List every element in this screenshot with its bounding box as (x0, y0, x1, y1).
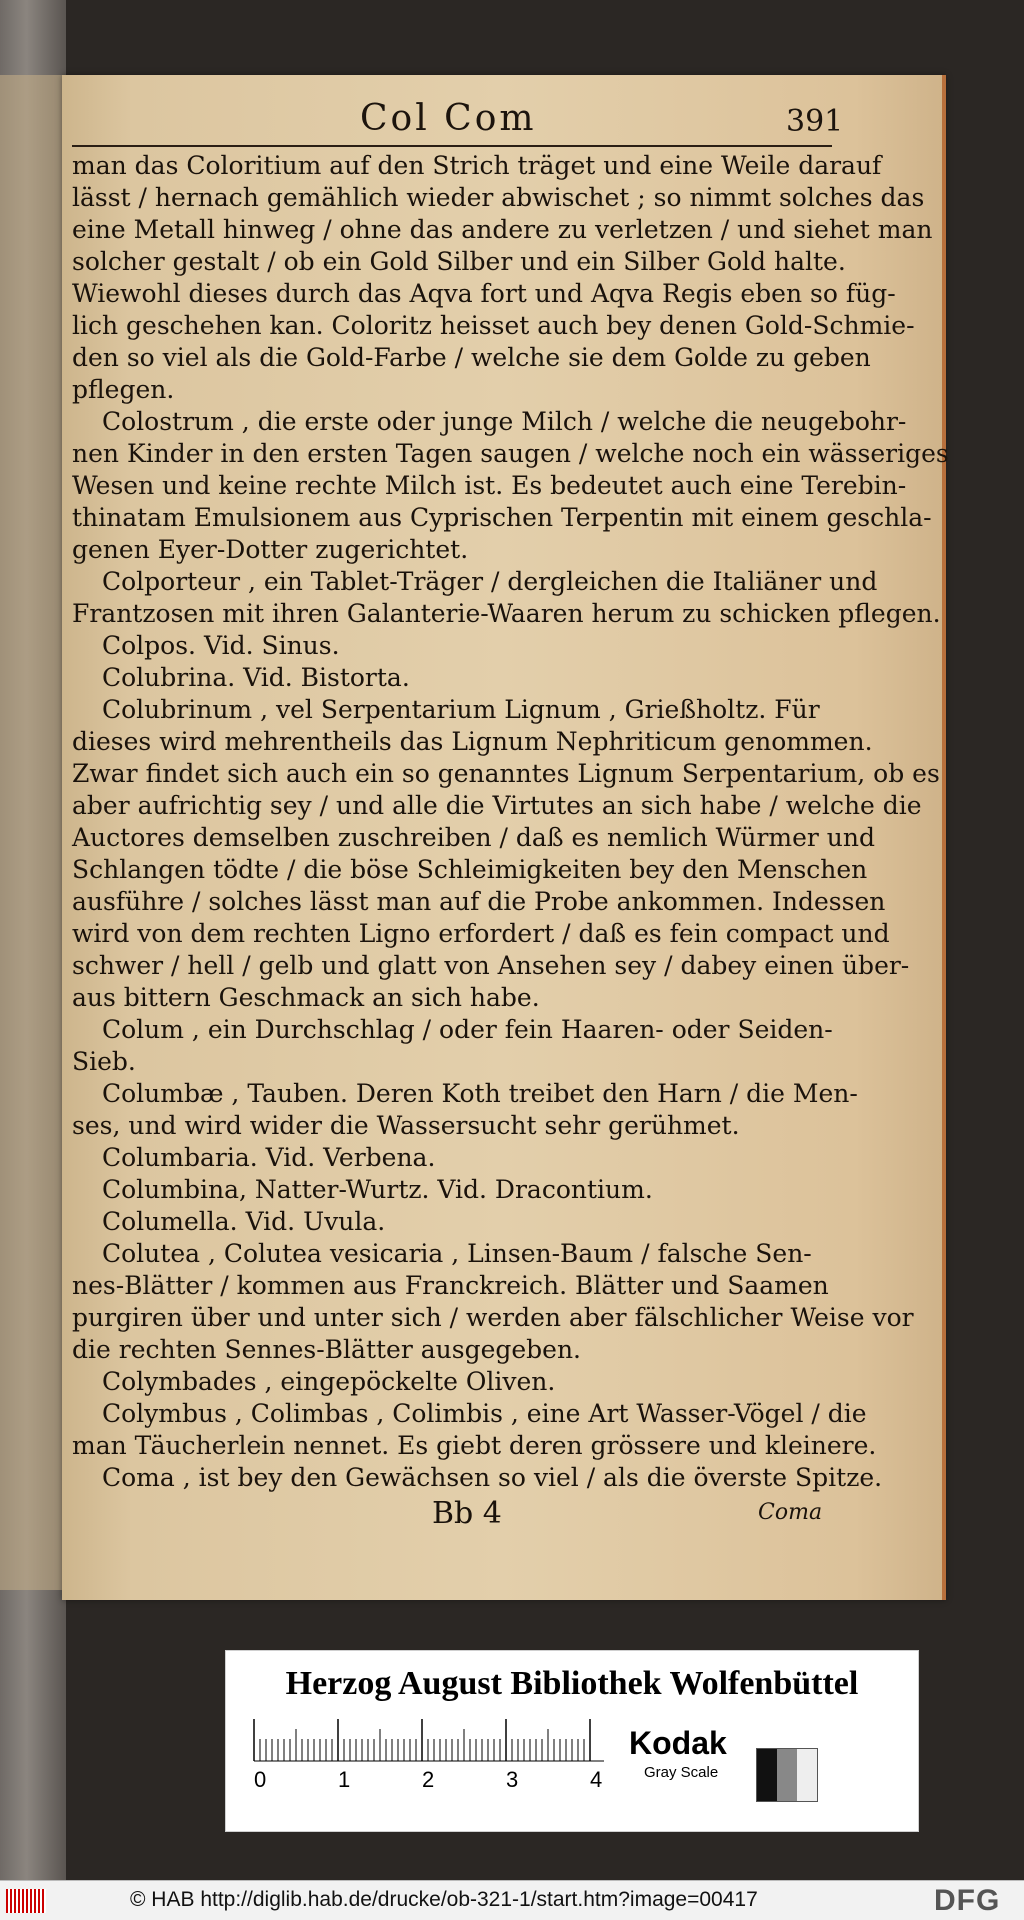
ruler-number: 4 (590, 1767, 603, 1792)
text-line: ses, und wird wider die Wassersucht sehr gerühmet. (72, 1111, 740, 1140)
text-line: Sieb. (72, 1047, 136, 1076)
text-line: man Täucherlein nennet. Es giebt deren grössere und kleinere. (72, 1431, 877, 1460)
text-line: Coma , ist bey den Gewächsen so viel / als die överste Spitze. (102, 1463, 883, 1492)
text-line: solcher gestalt / ob ein Gold Silber und ein Silber Gold halte. (72, 247, 846, 276)
library-color-card (225, 1650, 919, 1832)
text-line: aus bittern Geschmack an sich habe. (72, 983, 540, 1012)
text-line: Colum , ein Durchschlag / oder fein Haaren- oder Seiden- (102, 1015, 833, 1044)
text-line: genen Eyer-Dotter zugerichtet. (72, 535, 469, 564)
text-line: Wesen und keine rechte Milch ist. Es bedeutet auch eine Terebin- (72, 471, 907, 500)
measurement-ruler (254, 1719, 614, 1791)
text-line: Colubrina. Vid. Bistorta. (102, 663, 410, 692)
text-line: aber aufrichtig sey / und alle die Virtutes an sich habe / welche die (72, 791, 922, 820)
text-line: Wiewohl dieses durch das Aqva fort und Aqva Regis eben so füg- (72, 279, 896, 308)
text-line: schwer / hell / gelb und glatt von Ansehen sey / dabey einen über- (72, 951, 910, 980)
text-line: Columbæ , Tauben. Deren Koth treibet den Harn / die Men- (102, 1079, 858, 1108)
text-line: wird von dem rechten Ligno erfordert / daß es fein compact und (72, 919, 890, 948)
running-header: Col Com (360, 98, 537, 139)
text-line: den so viel als die Gold-Farbe / welche sie dem Golde zu geben (72, 343, 871, 372)
barcode-icon (6, 1889, 46, 1913)
text-line: lich geschehen kan. Coloritz heisset auch bey denen Gold-Schmie- (72, 311, 915, 340)
text-line: Columbaria. Vid. Verbena. (102, 1143, 436, 1172)
text-line: Colymbades , eingepöckelte Oliven. (102, 1367, 556, 1396)
text-line: man das Coloritium auf den Strich träget und eine Weile darauf (72, 151, 882, 180)
footer-bar (0, 1880, 1024, 1920)
text-line: ausführe / solches lässt man auf die Probe ankommen. Indessen (72, 887, 886, 916)
page-number: 391 (786, 104, 844, 139)
text-line: dieses wird mehrentheils das Lignum Nephriticum genommen. (72, 727, 873, 756)
ruler-number: 1 (338, 1767, 351, 1792)
text-line: Columbina, Natter-Wurtz. Vid. Dracontium. (102, 1175, 653, 1204)
text-line: Colporteur , ein Tablet-Träger / dergleichen die Italiäner und (102, 567, 878, 596)
text-line: Zwar findet sich auch ein so genanntes Lignum Serpentarium, ob es (72, 759, 940, 788)
kodak-logo: Kodak (629, 1725, 727, 1761)
text-line: Frantzosen mit ihren Galanterie-Waaren herum zu schicken pflegen. (72, 599, 941, 628)
catchword: Coma (758, 1500, 823, 1525)
text-line: Schlangen tödte / die böse Schleimigkeiten bey den Menschen (72, 855, 868, 884)
text-line: die rechten Sennes-Blätter ausgegeben. (72, 1335, 582, 1364)
ruler-number: 2 (422, 1767, 435, 1792)
dfg-logo: DFG (934, 1884, 1001, 1917)
text-line: Colutea , Colutea vesicaria , Linsen-Baum / falsche Sen- (102, 1239, 812, 1268)
text-line: nes-Blätter / kommen aus Franckreich. Blätter und Saamen (72, 1271, 829, 1300)
gray-scale-label: Gray Scale (644, 1764, 719, 1781)
signature-mark: Bb 4 (432, 1496, 502, 1531)
text-line: Colymbus , Colimbas , Colimbis , eine Art Wasser-Vögel / die (102, 1399, 867, 1428)
text-line: pflegen. (72, 375, 175, 404)
ruler-number: 0 (254, 1767, 267, 1792)
text-line: thinatam Emulsionem aus Cyprischen Terpentin mit einem geschla- (72, 503, 932, 532)
page-body-text (72, 150, 949, 1494)
text-line: Colpos. Vid. Sinus. (102, 631, 340, 660)
copyright-text: © HAB http://diglib.hab.de/drucke/ob-321-1/start.htm?image=00417 (130, 1888, 758, 1911)
text-line: Colubrinum , vel Serpentarium Lignum , Grießholtz. Für (102, 695, 820, 724)
gray-scale-swatch (756, 1748, 818, 1802)
header-rule (72, 145, 832, 147)
text-line: nen Kinder in den ersten Tagen saugen / welche noch ein wässeriges (72, 439, 949, 468)
text-line: Auctores demselben zuschreiben / daß es nemlich Würmer und (72, 823, 876, 852)
text-line: purgiren über und unter sich / werden aber fälschlicher Weise vor (72, 1303, 914, 1332)
text-line: eine Metall hinweg / ohne das andere zu verletzen / und siehet man (72, 215, 933, 244)
text-line: lässt / hernach gemählich wieder abwischet ; so nimmt solches das (72, 183, 925, 212)
library-name: Herzog August Bibliothek Wolfenbüttel (285, 1665, 859, 1702)
text-line: Colostrum , die erste oder junge Milch / welche die neugebohr- (102, 407, 907, 436)
ruler-number: 3 (506, 1767, 519, 1792)
text-line: Columella. Vid. Uvula. (102, 1207, 386, 1236)
